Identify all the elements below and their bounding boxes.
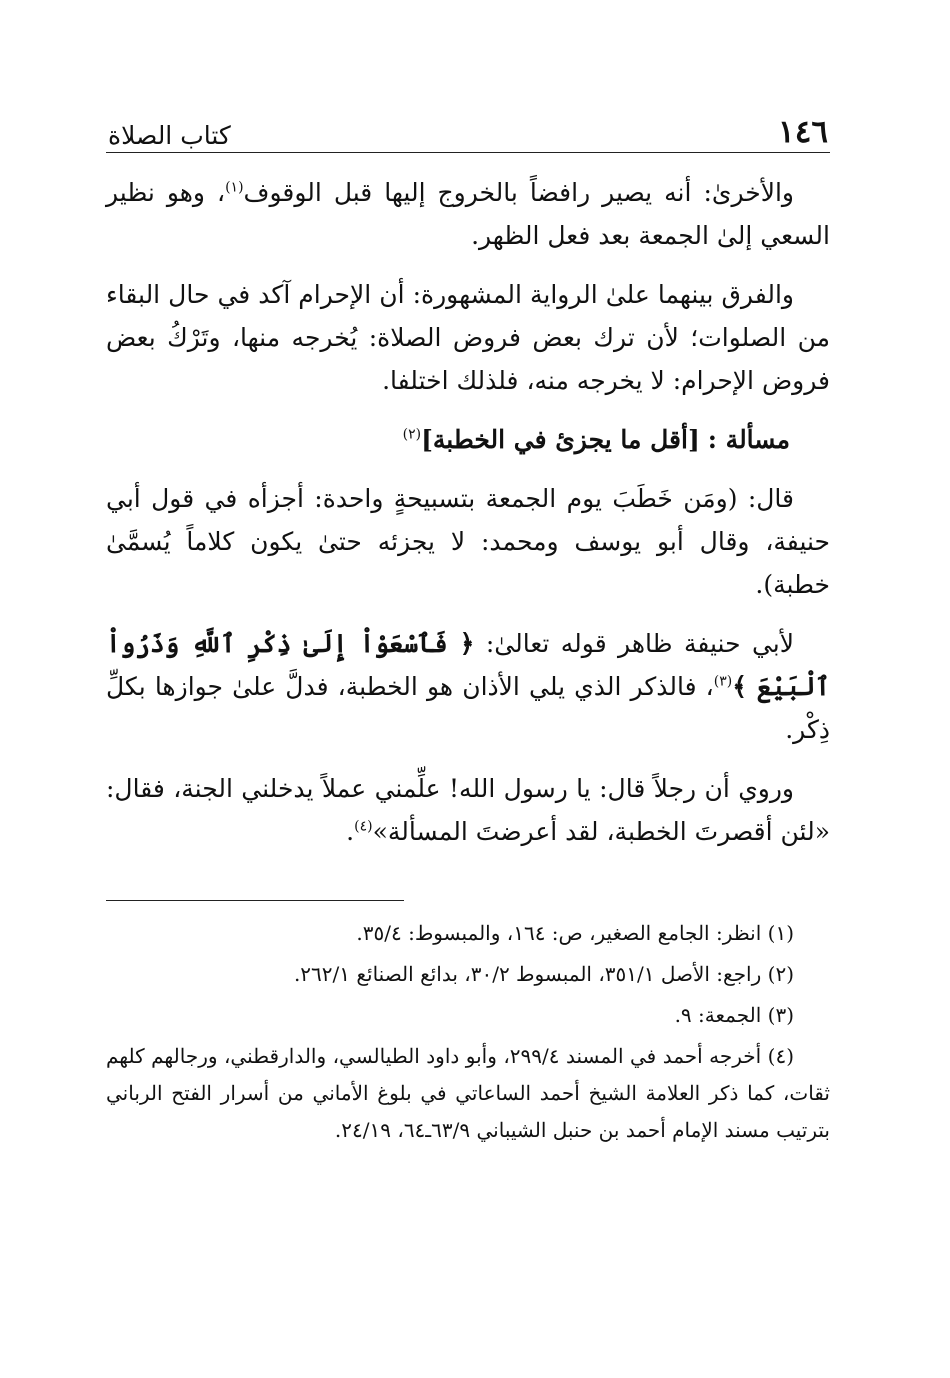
footnote-4 [106,1038,830,1149]
paragraph-5-text-a: وروي أن رجلاً قال: يا رسول الله! علِّمني عملاً يدخلني الجنة، فقال: «لئن أقصرتَ الخطبة، لقد أعرضتَ المسألة» [106,774,830,846]
paragraph-3: قال: (ومَن خَطَبَ يوم الجمعة بتسبيحةٍ واحدة: أجزأه في قول أبي حنيفة، وقال أبو يوسف ومحمد: لا يجزئه حتىٰ يكون كلاماً يُسمَّىٰ خطبة). [106,484,830,599]
footnote-text: أخرجه أحمد في المسند ٢٩٩/٤، وأبو داود الطيالسي، والدارقطني، ورجالهم كلهم ثقات، كما ذكر العلامة الشيخ أحمد الساعاتي في بلوغ الأماني من أسرار الفتح الرباني بترتيب مسند الإمام أحمد بن حنبل الشيباني ٦٣/٩ـ٦٤، ٢٤/١٩. [106,1044,830,1142]
section-heading [106,418,830,461]
footnote-text: راجع: الأصل ٣٥١/١، المبسوط ٣٠/٢، بدائع الصنائع ٢٦٢/١. [293,962,768,986]
footnote-2 [106,956,830,993]
footnote-text: انظر: الجامع الصغير، ص: ١٦٤، والمبسوط: ٣٥/٤. [356,921,768,945]
footnote-ref-4: (٤) [354,818,373,835]
footnote-1 [106,915,830,952]
quran-verse: ﴿ فَٱسْعَوْاْ إِلَىٰ ذِكْرِ ٱللَّهِ وَذَرُواْ ٱلْبَيْعَ ﴾ [106,629,830,701]
paragraph-2: والفرق بينهما علىٰ الرواية المشهورة: أن الإحرام آكد في حال البقاء من الصلوات؛ لأن ترك بعض فروض الصلاة: يُخرجه منها، وتَرْكُ بعض فروض الإحرام: لا يخرجه منه، فلذلك اختلفا. [106,280,830,395]
footnote-number: (٤) [767,1044,795,1068]
book-page [106,96,830,1153]
page-header [106,96,830,153]
page-number: ١٤٦ [778,114,828,150]
paragraph-1 [106,171,830,257]
footnote-number: (١) [767,921,794,945]
paragraph-1-text-a: والأخرىٰ: أنه يصير رافضاً بالخروج إليها قبل الوقوف [243,178,794,207]
main-text [106,171,830,853]
running-title: كتاب الصلاة [108,121,231,150]
paragraph-4 [106,622,830,751]
paragraph-1-text-b: ، وهو نظير السعي إلىٰ الجمعة بعد فعل الظهر. [106,178,830,250]
heading-label: مسألة : [707,425,790,454]
footnote-text: الجمعة: ٩. [674,1003,768,1027]
footnotes [106,915,830,1149]
footnote-ref-2: (٢) [402,426,422,443]
footnote-number: (٢) [767,962,794,986]
paragraph-4-text-b: ، فالذكر الذي يلي الأذان هو الخطبة، فدلَّ علىٰ جوازها بكلِّ ذِكْر. [106,672,830,744]
paragraph-4-text-a: لأبي حنيفة ظاهر قوله تعالىٰ: [474,629,794,658]
footnote-ref-1: (١) [225,179,244,196]
heading-title: [أقل ما يجزئ في الخطبة] [421,425,700,454]
footnote-number: (٣) [767,1003,794,1027]
paragraph-5-text-b: . [346,817,355,846]
footnote-3 [106,997,830,1034]
paragraph-5 [106,767,830,853]
footnote-divider [106,900,404,901]
footnote-ref-3: (٣) [713,673,733,690]
